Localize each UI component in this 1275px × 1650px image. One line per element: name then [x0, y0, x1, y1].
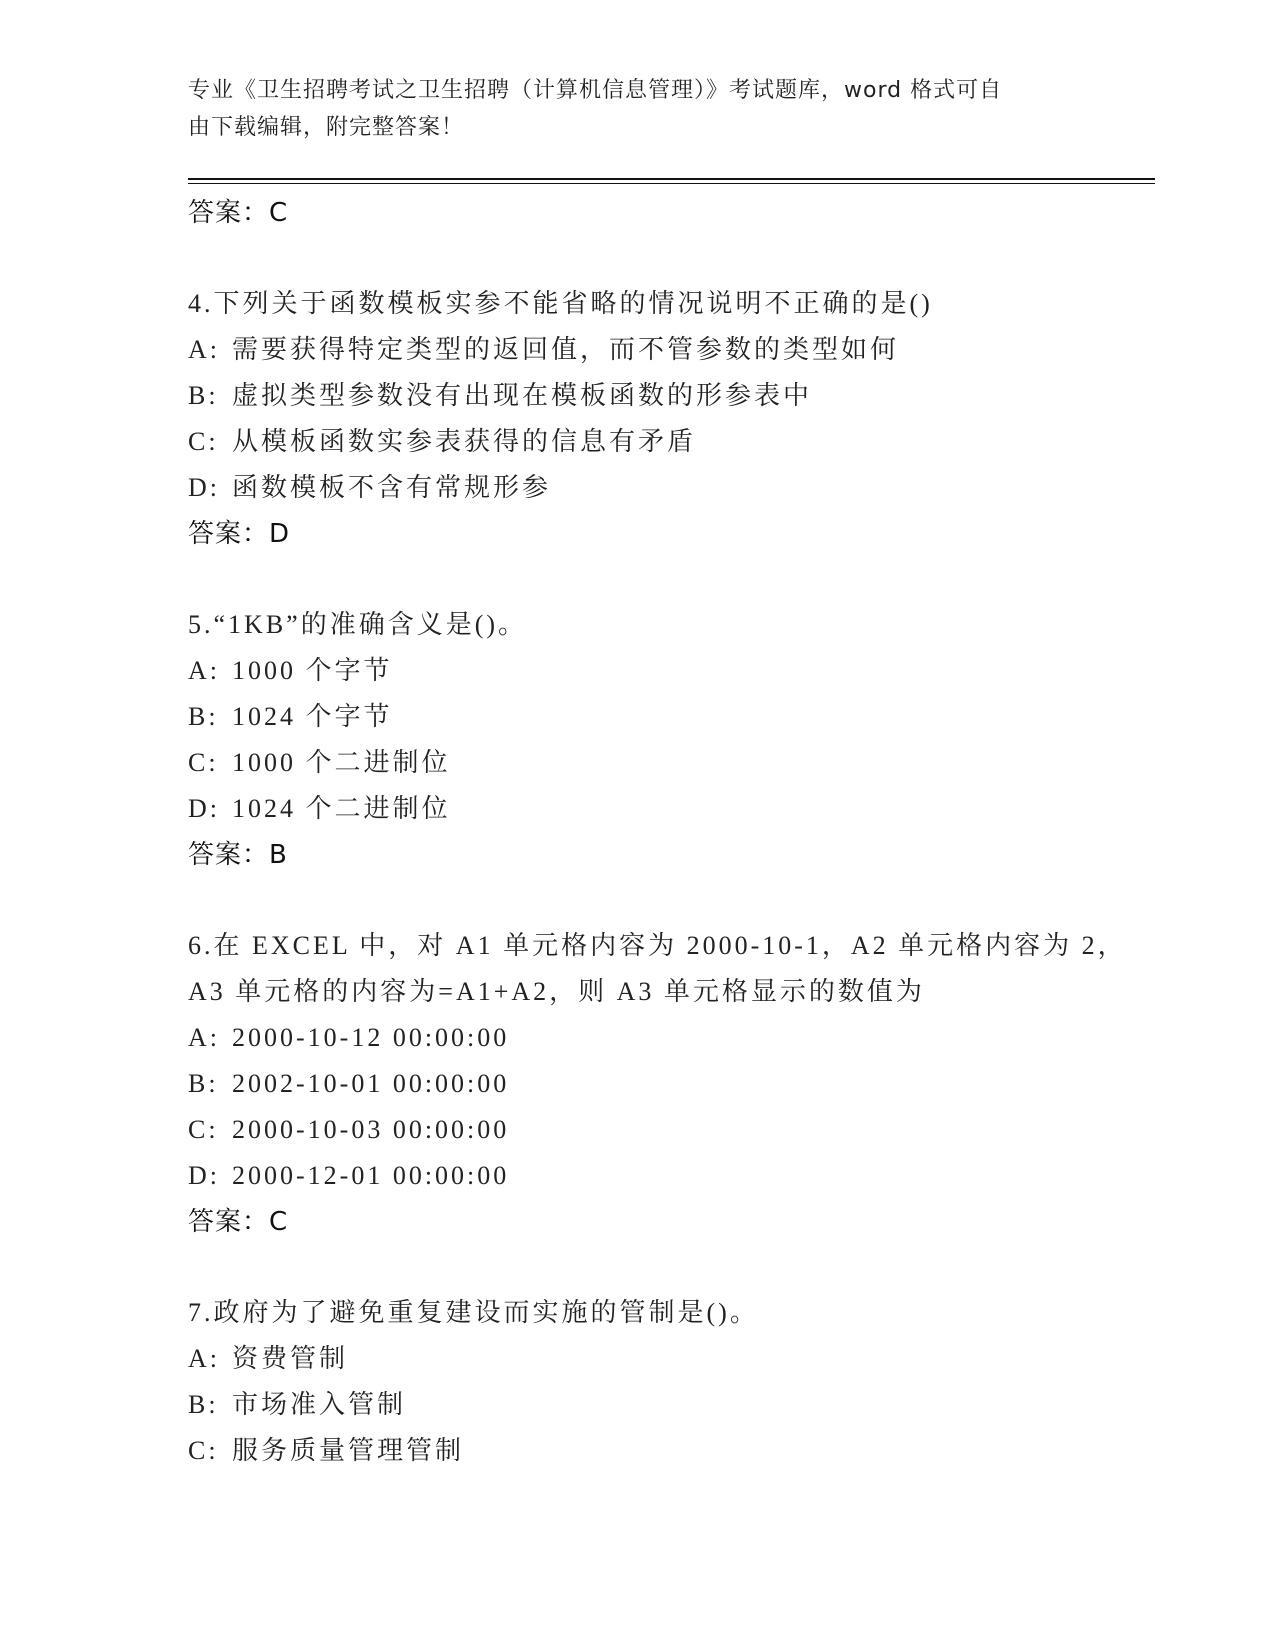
document-header — [188, 72, 1068, 146]
option-text: 1024 个二进制位 — [232, 794, 451, 823]
header-line-2: 由下载编辑，附完整答案！ — [188, 115, 465, 140]
option-item — [188, 327, 1148, 373]
question-block — [188, 923, 1148, 1245]
question-spacer — [188, 1245, 1148, 1290]
option-letter: D: — [188, 1161, 220, 1190]
option-letter: B: — [188, 702, 219, 731]
option-item — [188, 740, 1148, 786]
question-spacer — [188, 236, 1148, 281]
option-text: 2000-10-12 00:00:00 — [232, 1023, 510, 1052]
option-letter: A: — [188, 1023, 220, 1052]
option-letter: B: — [188, 381, 219, 410]
header-rule-thick — [188, 178, 1155, 180]
header-rule-thin — [188, 183, 1155, 184]
question-stem: 7.政府为了避免重复建设而实施的管制是()。 — [188, 1298, 759, 1327]
option-item — [188, 786, 1148, 832]
option-text: 1000 个字节 — [232, 656, 393, 685]
option-text: 需要获得特定类型的返回值，而不管参数的类型如何 — [232, 335, 900, 364]
answer-line: 答案：C — [188, 198, 289, 228]
option-letter: C: — [188, 427, 219, 456]
question-list — [188, 190, 1148, 1474]
option-letter: B: — [188, 1069, 219, 1098]
question-spacer — [188, 878, 1148, 923]
option-text: 资费管制 — [232, 1344, 349, 1373]
option-text: 虚拟类型参数没有出现在模板函数的形参表中 — [232, 381, 813, 410]
option-letter: C: — [188, 748, 219, 777]
answer-line: 答案：C — [188, 1207, 289, 1237]
option-item — [188, 419, 1148, 465]
option-item — [188, 694, 1148, 740]
option-item — [188, 373, 1148, 419]
option-item — [188, 1153, 1148, 1199]
option-letter: D: — [188, 794, 220, 823]
answer-line: 答案：B — [188, 840, 288, 870]
option-text: 2000-10-03 00:00:00 — [232, 1115, 510, 1144]
option-letter: A: — [188, 1344, 220, 1373]
question-block — [188, 281, 1148, 557]
option-letter: A: — [188, 656, 220, 685]
option-letter: C: — [188, 1115, 219, 1144]
answer-line: 答案：D — [188, 519, 291, 549]
option-item — [188, 1336, 1148, 1382]
question-stem: A3 单元格的内容为=A1+A2，则 A3 单元格显示的数值为 — [188, 977, 925, 1006]
option-letter: D: — [188, 473, 220, 502]
option-text: 1000 个二进制位 — [232, 748, 451, 777]
option-item — [188, 1382, 1148, 1428]
option-item — [188, 1015, 1148, 1061]
question-spacer — [188, 557, 1148, 602]
option-letter: A: — [188, 335, 220, 364]
option-text: 2000-12-01 00:00:00 — [232, 1161, 510, 1190]
question-stem: 6.在 EXCEL 中，对 A1 单元格内容为 2000-10-1，A2 单元格内容为 2， — [188, 931, 1127, 960]
question-block — [188, 602, 1148, 878]
option-text: 从模板函数实参表获得的信息有矛盾 — [232, 427, 697, 456]
option-item — [188, 648, 1148, 694]
option-text: 2002-10-01 00:00:00 — [232, 1069, 510, 1098]
option-item — [188, 1428, 1148, 1474]
option-text: 市场准入管制 — [232, 1390, 407, 1419]
option-text: 函数模板不含有常规形参 — [232, 473, 552, 502]
question-block — [188, 1290, 1148, 1474]
option-text: 服务质量管理管制 — [232, 1436, 465, 1465]
option-item — [188, 1107, 1148, 1153]
questions-container — [188, 236, 1148, 1474]
option-text: 1024 个字节 — [232, 702, 393, 731]
option-letter: C: — [188, 1436, 219, 1465]
header-line-1: 专业《卫生招聘考试之卫生招聘（计算机信息管理）》考试题库，word 格式可自 — [188, 78, 1003, 103]
option-letter: B: — [188, 1390, 219, 1419]
question-stem: 5.“1KB”的准确含义是()。 — [188, 610, 528, 639]
question-stem: 4.下列关于函数模板实参不能省略的情况说明不正确的是() — [188, 289, 933, 318]
option-item — [188, 465, 1148, 511]
option-item — [188, 1061, 1148, 1107]
